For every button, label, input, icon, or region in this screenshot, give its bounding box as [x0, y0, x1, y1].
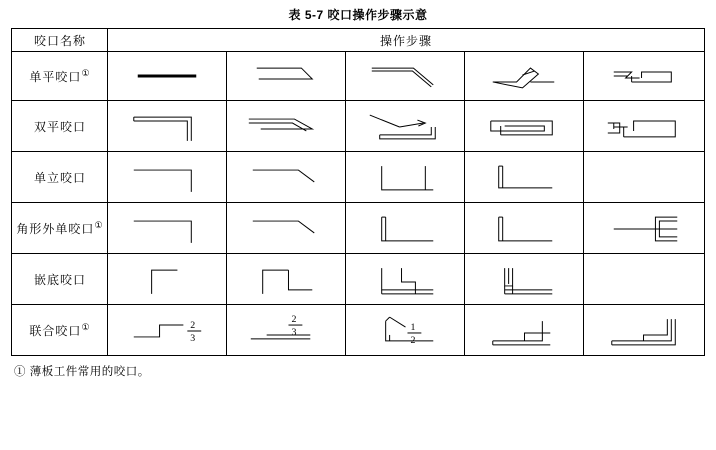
diagram-single-flat-step-3	[346, 52, 464, 100]
svg-text:2: 2	[291, 314, 297, 326]
yaokou-steps-table	[11, 28, 704, 356]
diagram-corner-outer-step-1	[108, 203, 226, 253]
row-name-label: 单平咬口	[29, 69, 82, 84]
step-cell	[108, 101, 227, 152]
diagram-corner-outer-step-5	[584, 203, 703, 253]
diagram-single-standing-step-4	[465, 152, 583, 202]
diagram-double-flat-step-2	[227, 101, 345, 151]
diagram-double-flat-step-3	[346, 101, 464, 151]
svg-text:2: 2	[410, 334, 416, 346]
row-name-superscript: ①	[94, 219, 104, 230]
table-footnote: ① 薄板工件常用的咬口。	[14, 366, 150, 378]
step-cell	[346, 101, 465, 152]
step-cell	[465, 305, 584, 356]
row-name-cell	[12, 305, 108, 356]
table-row	[12, 152, 704, 203]
step-cell	[227, 101, 346, 152]
table-row	[12, 254, 704, 305]
diagram-single-flat-step-2	[227, 52, 345, 100]
step-cell	[227, 305, 346, 356]
step-cell	[346, 52, 465, 101]
step-cell	[108, 52, 227, 101]
step-cell	[465, 203, 584, 254]
diagram-inset-bottom-step-1	[108, 254, 226, 304]
step-cell	[584, 305, 704, 356]
diagram-double-flat-step-5	[584, 101, 703, 151]
row-name-label: 联合咬口	[29, 323, 82, 338]
header-name: 咬口名称	[12, 29, 108, 52]
diagram-inset-bottom-step-5	[584, 254, 703, 304]
step-cell	[227, 152, 346, 203]
row-name-superscript: ①	[81, 67, 91, 78]
row-name-label: 角形外单咬口	[16, 221, 95, 236]
diagram-combined-step-2	[227, 305, 345, 355]
row-name-label: 嵌底咬口	[33, 272, 86, 287]
diagram-double-flat-step-1	[108, 101, 226, 151]
step-cell	[584, 52, 704, 101]
row-name-label: 单立咬口	[33, 170, 86, 185]
step-cell	[346, 254, 465, 305]
diagram-corner-outer-step-2	[227, 203, 345, 253]
diagram-single-standing-step-3	[346, 152, 464, 202]
diagram-single-standing-step-5	[584, 152, 703, 202]
diagram-inset-bottom-step-2	[227, 254, 345, 304]
diagram-combined-step-4	[465, 305, 583, 355]
step-cell	[584, 254, 704, 305]
diagram-single-flat-step-1	[108, 52, 226, 100]
row-name-cell	[12, 254, 108, 305]
step-cell	[465, 254, 584, 305]
fraction-denominator: 3	[190, 332, 196, 344]
table-row	[12, 52, 704, 101]
step-cell	[227, 203, 346, 254]
diagram-combined-step-3	[346, 305, 464, 355]
table-header-row	[12, 29, 704, 52]
step-cell	[465, 52, 584, 101]
diagram-corner-outer-step-4	[465, 203, 583, 253]
step-cell	[584, 152, 704, 203]
step-cell	[346, 152, 465, 203]
table-row	[12, 305, 704, 356]
diagram-single-flat-step-5	[584, 52, 703, 100]
diagram-inset-bottom-step-3	[346, 254, 464, 304]
step-cell	[108, 152, 227, 203]
diagram-single-standing-step-2	[227, 152, 345, 202]
row-name-superscript: ①	[81, 321, 91, 332]
step-cell	[108, 305, 227, 356]
step-cell	[227, 52, 346, 101]
table-row	[12, 203, 704, 254]
fraction-numerator: 2	[190, 320, 196, 332]
step-cell	[584, 101, 704, 152]
step-cell	[108, 203, 227, 254]
table-row	[12, 101, 704, 152]
diagram-single-flat-step-4	[465, 52, 583, 100]
svg-text:1: 1	[410, 322, 416, 333]
header-steps: 操作步骤	[108, 29, 704, 52]
diagram-combined-step-5	[584, 305, 703, 355]
diagram-inset-bottom-step-4	[465, 254, 583, 304]
row-name-cell	[12, 101, 108, 152]
row-name-cell	[12, 203, 108, 254]
svg-text:3: 3	[291, 326, 297, 338]
step-cell	[346, 305, 465, 356]
step-cell	[346, 203, 465, 254]
step-cell	[465, 152, 584, 203]
diagram-single-standing-step-1	[108, 152, 226, 202]
row-name-cell	[12, 52, 108, 101]
step-cell	[465, 101, 584, 152]
diagram-corner-outer-step-3	[346, 203, 464, 253]
diagram-double-flat-step-4	[465, 101, 583, 151]
step-cell	[584, 203, 704, 254]
step-cell	[108, 254, 227, 305]
row-name-cell	[12, 152, 108, 203]
table-caption: 表 5-7 咬口操作步骤示意	[288, 8, 428, 22]
row-name-label: 双平咬口	[33, 119, 86, 134]
diagram-combined-step-1	[108, 305, 226, 355]
step-cell	[227, 254, 346, 305]
